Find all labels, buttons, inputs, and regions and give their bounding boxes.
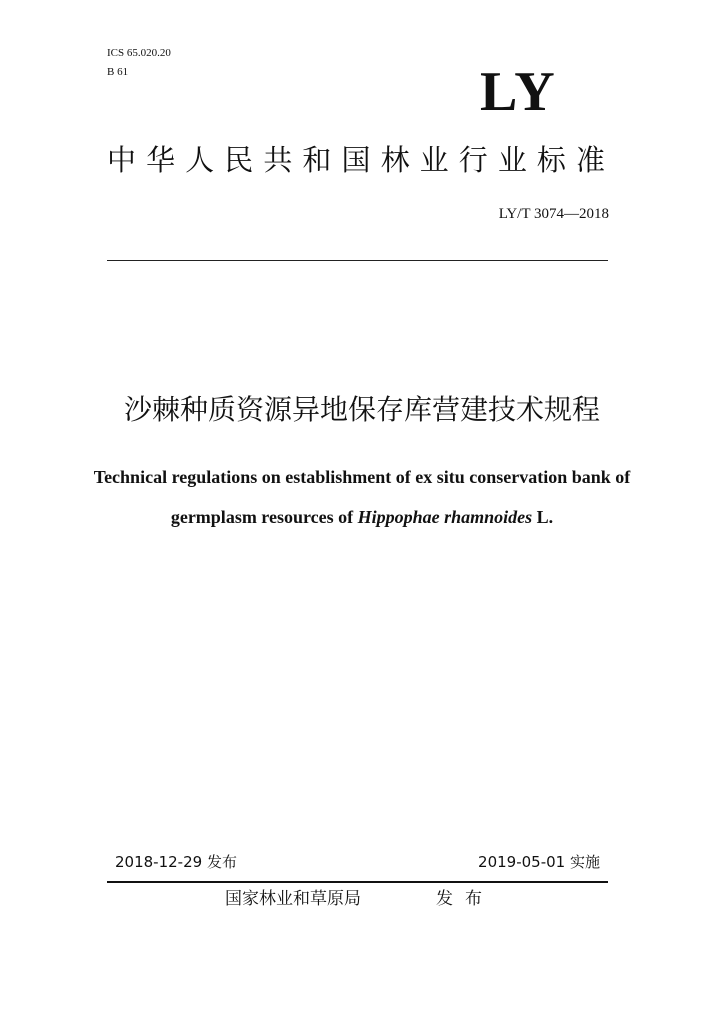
issue-label: 发布	[436, 889, 494, 909]
species-name: Hippophae rhamnoides	[357, 507, 533, 527]
standard-code: LY/T 3074—2018	[498, 206, 609, 222]
implement-date: 2019-05-01 实施	[478, 853, 600, 871]
publish-date: 2018-12-29 发布	[115, 853, 237, 871]
document-title-chinese: 沙棘种质资源异地保存库营建技术规程	[123, 393, 600, 426]
bottom-divider	[107, 881, 608, 883]
issuing-authority: 国家林业和草原局	[225, 889, 361, 909]
standard-logo: LY	[480, 61, 557, 123]
document-title-english-line1: Technical regulations on establishment of ex situ conservation bank of	[93, 467, 631, 487]
organization-title: 中华人民共和国林业行业标准	[107, 143, 607, 177]
title-english-suffix: L.	[532, 507, 554, 527]
title-english-prefix: germplasm resources of	[170, 507, 358, 527]
ccs-code: B 61	[107, 66, 129, 78]
top-divider	[107, 260, 608, 261]
document-title-english-line2	[60, 505, 664, 529]
ics-code: ICS 65.020.20	[107, 47, 171, 59]
